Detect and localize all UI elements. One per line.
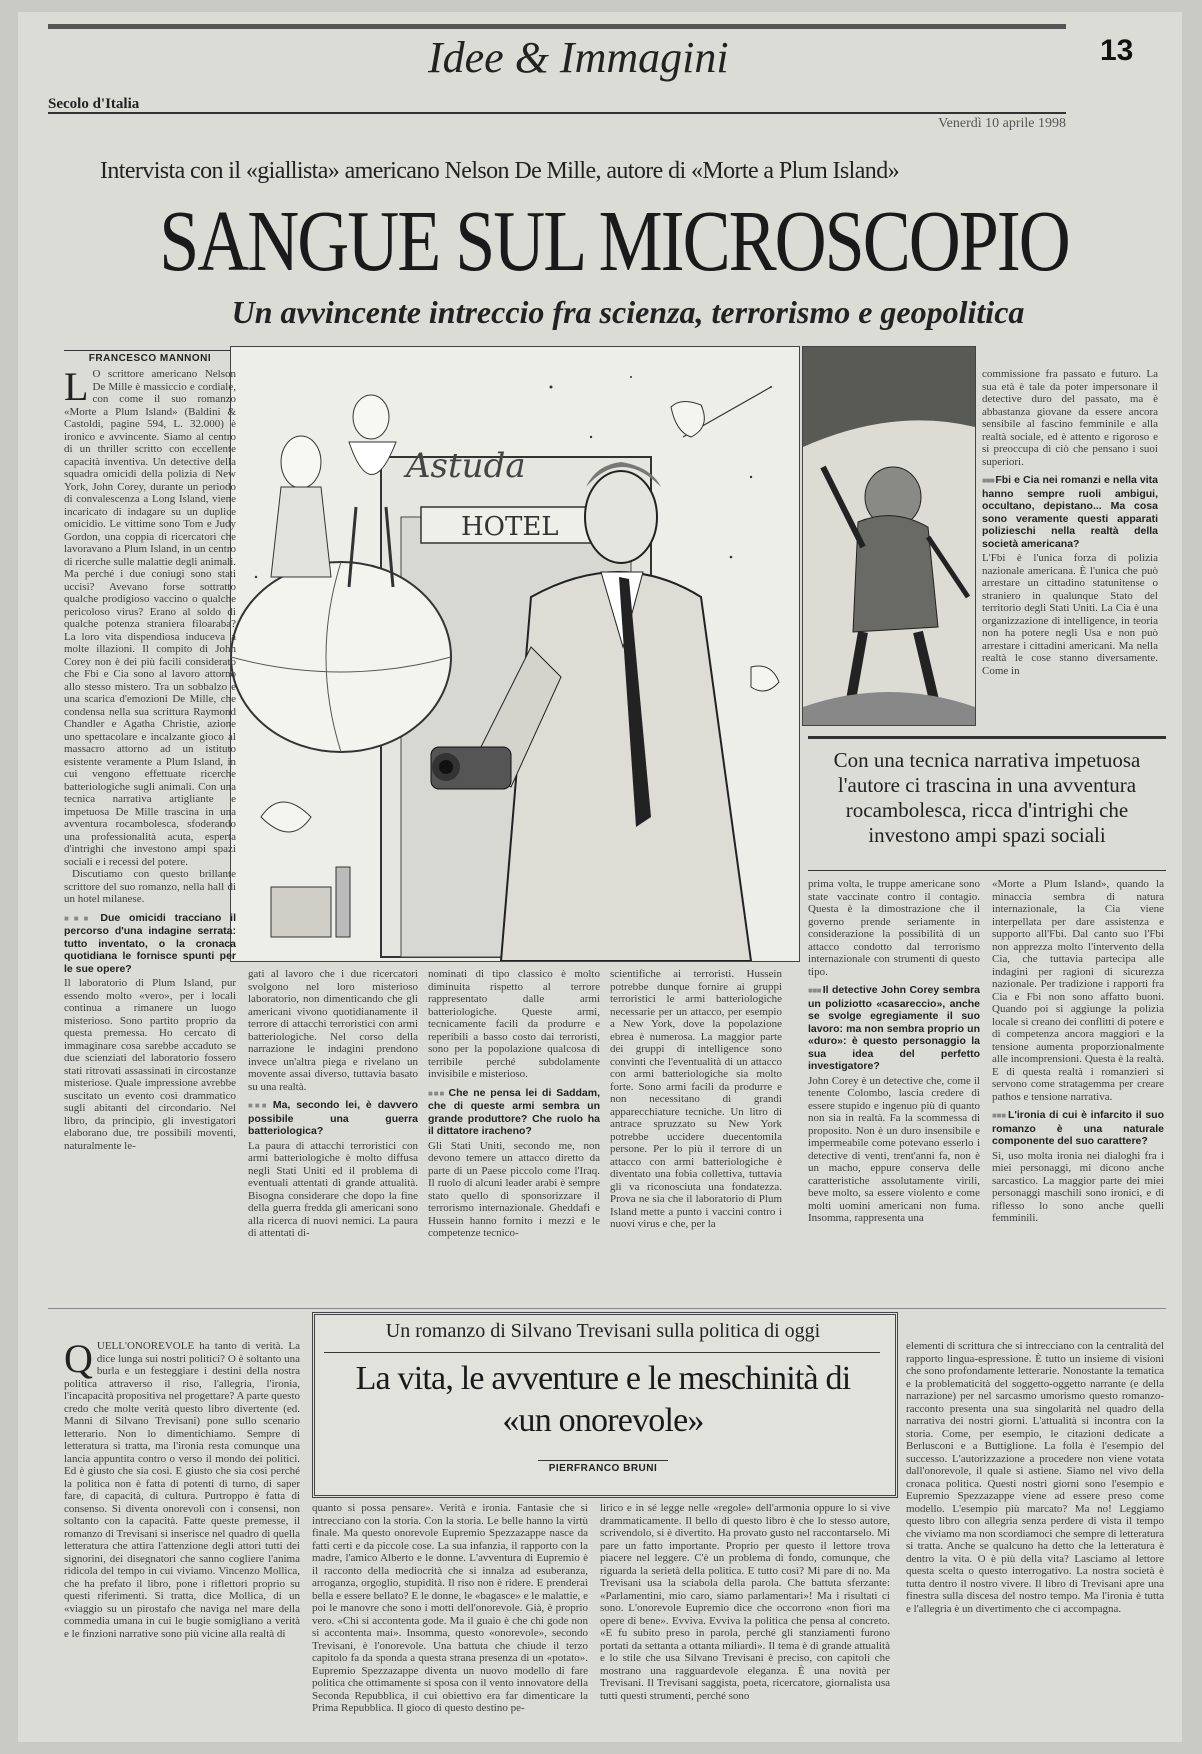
col1-intro-text: O scrittore americano Nelson De Mille è massiccio e cordiale, con come il suo romanzo «Morte a Plum Island» (Baldini & Castoldi, pagine 594, L. 32.000) è ironico e avvincente. Siamo al centro di un thriller scritto con eccellente capacità inventiva. Un detective della squadra omicidi della polizia di New York, John Corey, durante un periodo di convalescenza a Long Island, viene incaricato di indagare su un duplice omicidio. Le vittime sono Tom e Judy Gordon, una coppia di ricercatori che lavoravano a Plum Island, in un centro di ricerche sulle malattie degli animali. Ma perché i due coniugi sono stati uccisi? Avevano forse sottratto qualche prodigioso vaccino o qualche pericoloso virus? Erano al soldo di qualche potenza straniera filoaraba? La loro vita dispendiosa induceva a molte illazioni. Il compito di John Corey non è dei più facili considerato che Fbi e Cia sono al lavoro attorno allo stesso mistero. Tra un sobbalzo e una scarica d'emozioni De Mille, che condensa nella sua scrittura Raymond Chandler e Agatha Christie, azione uno spettacolare e incalzante gioco al massacro attorno ad un istituto esistente veramente a Plum Island, in cui vengono effettuate ricerche batteriologiche sugli animali. Con una tecnica narrativa artigliante e impetuosa De Mille trascina in una avventura rocambolesca, sfoderando una professionalità acuta, esperta d'intrighi che investono ampi spazi sociali e i recessi del potere. <box>64 368 236 868</box>
drop-cap: L <box>64 368 89 409</box>
article1-column-2 <box>248 968 418 1268</box>
barbarian-drawing <box>803 347 975 725</box>
article2-byline: PIERFRANCO BRUNI <box>538 1460 668 1474</box>
article2-kicker: Un romanzo di Silvano Trevisani sulla politica di oggi <box>385 1320 821 1342</box>
masthead-top-rule <box>48 24 1066 29</box>
col2-text: gati al lavoro che i due ricercatori svolgono nel loro misterioso laboratorio, non dimenticando che gli americani vivono quotidianamente il terrore di attacchi terroristici con armi batteriologiche. Nel corso della narrazione le indagini prendono invece un'altra piega e rivelano un movente assai diverso, tuttavia basato su una realtà. <box>248 968 418 1093</box>
newspaper-page <box>18 12 1182 1742</box>
hotel-sign-text: HOTEL <box>461 512 559 542</box>
article1-column-5-top <box>982 368 1158 728</box>
answer-6: Sì, uso molta ironia nei dialoghi fra i miei personaggi, mi dicono anche sarcastico. La maggior parte dei miei personaggi maschili sono ironici, e di riflesso lo sono anche quelli femminili. <box>992 1149 1164 1224</box>
answer-4: L'Fbi è l'unica forza di polizia nazionale americana. È l'unica che può arrestare un cittadino statunitense o straniero in qualunque Stato del territorio degli Stati Uniti. La Cia è una organizzazione di intelligence, in teoria non ha potere negli Usa e non può arrestare i cittadini americani. Ma nella realtà le cose stanno diversamente. Come in <box>982 552 1158 677</box>
article1-column-3 <box>428 968 600 1268</box>
article2-col1-text: UELL'ONOREVOLE ha tanto di verità. La dice lunga sui nostri politici? O è soltanto una burla e un festeggiare i destini della nostra politica attraverso il riso, l'allegria, l'ironia, l'incapacità propositiva nel progettare? A parte questo credo che molte verità questo libro divertente (ed. Manni di Silvano Trevisani) pone sullo scenario letterario. Non lo dimentichiamo. Sempre di letteratura si tratta, ma l'ironia resta comunque una lancia appuntita contro o verso il mondo dei politici. Ed è giusto che sia così. E giusto che sia così perché la politica non è fatta di potenti di turno, di saper fare, di capacità, di cultura. Purtroppo è fatta di consenso. Si diventa onorevoli con i consensi, non soltanto con la capacità. Fatte queste premesse, il romanzo di Trevisani si inserisce nel quadro di quella letteratura che attira l'attenzione degli attori tutti dei signorini, dei disegnatori che sanno cogliere l'anima ridicola del tempo in cui viviamo. Vincenzo Mollica, che ha prefato il libro, pone i riflettori proprio su questi riferimenti. Si tratta, dice Mollica, di un «viaggio su un pirostafo che naviga nel mare della commedia umana in cui le bugie somigliano a verità e le finzioni narrative sono più vicine alla realtà di <box>64 1340 300 1640</box>
article1-column-6 <box>992 878 1164 1268</box>
script-sign-text: Astuda <box>406 446 526 486</box>
article2-kicker-rule <box>324 1352 880 1353</box>
article2-col2-text: quanto si possa pensare». Verità e ironia. Fantasie che si intrecciano con la storia. Con la storia. Le belle hanno la virtù finale. Ma questo onorevole Eupremio Spezzazappe nasce da fatti certi e da piccole cose. La sua infanzia, il rapporto con la madre, l'amico Alberto e le donne. L'avventura di Eupremio è il racconto della mediocrità che si innalza ad esuberanza, arroganza, orgoglio, stupidità. Il riso non è ridere. E prenderai bella e essere bellato? E le donne, le «bagasce» e le malattie, e poi le manovre che sono i motti dell'onorevole. Già, è proprio vero. «Chi si accontenta gode. Ma il guaio è che chi gode non si accontenta mai». Insomma, questo «onorevole», secondo Trevisani, è l'onorevole. Una battuta che chiude il terzo capitolo fa da sponda a questa strana presenza di un «potato». Eupremio Spezzazappe diventa un nuovo modello di fare politica che ottimamente si sposa con il vento innovatore della Seconda Repubblica, il cui obiettivo era far dimenticare la Prima Repubblica. Il gioco di questo destino pe- <box>312 1502 588 1714</box>
answer-1: Il laboratorio di Plum Island, pur essendo molto «vero», per i locali continua a rimanere un luogo misterioso. Sono partito proprio da questa premessa. Ho cercato di immaginare cosa sarebbe accaduto se due scienziati del laboratorio fossero stati ritrovati assassinati in circostanze misteriose. Quale impressione avrebbe suscitato un evento così drammatico sugli abitanti del circondario. Nel libro, da principio, gli investigatori elaborano due, tre possibili moventi, naturalmente le- <box>64 977 236 1152</box>
article2-column-4 <box>906 1340 1164 1732</box>
article1-column-1 <box>64 368 236 1168</box>
detective-drawing <box>231 347 799 961</box>
article1-column-5-bottom <box>808 878 980 1268</box>
question-1: ■■■ Due omicidi tracciano il percorso d'una indagine serrata: tutto inventato, o la cronaca quotidiana le fornisce spunti per le sue opere? <box>64 912 236 976</box>
question-3: ■■■ Che ne pensa lei di Saddam, che di queste armi sembra un grande produttore? Che ruolo ha il dittatore iracheno? <box>428 1087 600 1138</box>
article2-column-2 <box>312 1502 588 1732</box>
article2-column-3 <box>600 1502 890 1732</box>
article1-column-4 <box>610 968 782 1268</box>
article1-subhead: Un avvincente intreccio fra scienza, terrorismo e geopolitica <box>231 294 1025 330</box>
article1-kicker: Intervista con il «giallista» americano Nelson De Mille, autore di «Morte a Plum Island» <box>100 158 899 184</box>
paper-name: Secolo d'Italia <box>48 96 140 112</box>
article2-headline: La vita, le avventure e le meschinità di «un onorevole» <box>355 1360 851 1439</box>
pullquote-rule-bottom <box>808 870 1166 871</box>
question-4: ■■■ Fbi e Cia nei romanzi e nella vita hanno sempre ruoli ambigui, occultano, depistano... Ma cosa sono veramente questi apparati polizieschi nella realtà della società americana? <box>982 474 1158 550</box>
page-number: 13 <box>1100 34 1134 67</box>
section-title: Idee & Immagini <box>428 33 729 82</box>
question-2: ■■■ Ma, secondo lei, è davvero possibile una guerra batteriologica? <box>248 1099 418 1138</box>
answer-3: Gli Stati Uniti, secondo me, non devono temere un attacco diretto da parte di un Paese piccolo come l'Iraq. Il ruolo di alcuni leader arabi è sempre stato quello di sponsorizzare il terrorismo internazionale. Gheddafi e Hussein hanno fornito i mezzi e le competenze tecnico- <box>428 1139 600 1239</box>
col5-bottom-text: prima volta, le truppe americane sono state vaccinate contro il contagio. Questa è la dimostrazione che il governo prende seriamente in considerazione la possibilità di un attacco condotto dal terrorismo internazionale con strumenti di questo tipo. <box>808 878 980 978</box>
byline-rule <box>64 350 236 351</box>
col3-text: nominati di tipo classico è molto diminuita rispetto al terrore rappresentato dalle armi batteriologiche. Queste armi, tecnicamente facili da produrre e reperibili a basso costo dai terroristi, sono per la popolazione qualcosa di terribile perché subdolamente invisibile e misterioso. <box>428 968 600 1080</box>
article2-column-1 <box>64 1340 300 1732</box>
col5-top-text: commissione fra passato e futuro. La sua età è tale da poter impersonare il detective duro del passato, ma è abbastanza giovane da essere ancora sensibile al fascino femminile e alla realtà sociale, ed è attento e rigoroso e si preoccupa di ciò che pensano i suoi superiori. <box>982 368 1158 468</box>
article1-byline: FRANCESCO MANNONI <box>88 353 212 364</box>
article2-col3-text: lirico e in sé legge nelle «regole» dell'armonia oppure lo si vive drammaticamente. Il bello di questo libro è che lo stesso autore, scrivendolo, si è divertito. Ha provato gusto nel raccontarselo. Mi pare un fatto importante. Proprio per questo il lettore trova piacere nel leggere. C'è un problema di fondo, comunque, che riguarda la serietà della politica. E tutto così? Mi pare di no. Ma Trevisani usa la sciabola della parola. Che battuta sferzante: «Parlamentini, mio caro, siamo parlamentari»! Ma i risultati ci sono. L'onorevole Eupremio dice che occorrono «non fiori ma opere di bene». Evviva. Evviva la politica che pensa al concreto. «E fu subito preso in parola, perché gli stanziamenti furono portati da settanta a ottanta miliardi». Il tema è di grande attualità e lo stile che usa Silvano Trevisani è preciso, con capitoli che mostrano una ragguardevole eleganza. È una novità per Trevisani. Il Trevisani saggista, poeta, ricercatore, giornalista usa tutti questi strumenti, perché sono <box>600 1502 890 1702</box>
article2-drop-cap: Q <box>64 1340 93 1381</box>
detective-illustration <box>230 346 800 962</box>
masthead-rule <box>48 112 1066 114</box>
barbarian-illustration <box>802 346 976 726</box>
col1-outro-text: Discutiamo con questo brillante scrittore del suo romanzo, nella hall di un hotel milanese. <box>64 868 236 905</box>
pull-quote: Con una tecnica narrativa impetuosa l'autore ci trascina in una avventura rocambolesca, ricca d'intrighi che investono ampi spazi sociali <box>833 748 1141 847</box>
answer-2: La paura di attacchi terroristici con armi batteriologiche è molto diffusa negli Stati Uniti ed il problema di eventuali attentati di grande attualità. Bisogna considerare che dopo la fine della guerra fredda gli americani sono alla ricerca di nuovi nemici. La paura di attentati di- <box>248 1139 418 1239</box>
question-6: ■■■ L'ironia di cui è infarcito il suo romanzo è una naturale componente del suo carattere? <box>992 1109 1164 1148</box>
article2-col4-text: elementi di scrittura che si intrecciano con la centralità del rapporto lingua-espressione. È tutto un insieme di visioni che sono profondamente letterarie. Nonostante la tematica e la problematicità del soggetto-oggetto narrante (e della narrazione) per nel sarcasmo umorismo questo romanzo-racconto presenta una sua singolarità nel quadro della narrativa dei nostri giorni. L'attualità si incontra con la storia. Come, per esempio, le citazioni dedicate a Berlusconi e a Buttiglione. La folla è l'esempio del successo. L'autorizzazione a procedere non viene votata dall'onorevole, il quale si astiene. Siamo nel vivo della cronaca politica. Questi nostri giorni sono l'esempio e Eupremio Spezzazappe viene ad essere preso come modello. L'esempio più marcato? Ma no! Leggiamo questo libro con allegria senza perdere di vista il tempo che viviamo ma non scordiamoci che sempre di letteratura si tratta. Anche se qualcuno ha detto che la letteratura è dentro la vita. O è più della vita? Lasciamo al lettore questa scelta o questo interrogativo. La nostra società è tutta dentro il nostro vivere. Il libro di Trevisani apre una finestra sulla discesa del nostro tempo. Ma l'ironia è tutta e l'allegria è un divertimento che ci accompagna. <box>906 1340 1164 1615</box>
pullquote-rule-top <box>808 736 1166 739</box>
col6-top-text: «Morte a Plum Island», quando la minaccia sembra di natura internazionale, la Cia viene interpellata per dare assistenza e supporto all'Fbi. Dal canto suo l'Fbi non apprezza molto l'intervento della Cia, che tuttavia partecipa alle indagini per ragioni di sicurezza nazionale. Per tradizione i rapporti fra Cia e Fbi non sono affatto buoni. Quando poi si aggiunge la polizia locale si creano dei conflitti di potere e di competenza ancora maggiori e la tensione aumenta proporzionalmente alle incomprensioni. Questa è la realtà. E di questa realtà i romanzieri si servono come stratagemma per creare pathos e tensione narrativa. <box>992 878 1164 1103</box>
article1-headline: SANGUE SUL MICROSCOPIO <box>159 193 1069 290</box>
answer-5: John Corey è un detective che, come il tenente Colombo, lascia credere di essere stupido e ingenuo più di quanto non sia in realtà. Fa la scommessa di proposito. Non è un duro insensibile e impermeabile come potevano esserlo i detective di venti, trent'anni fa, non è un macho, eppure conserva delle caratteristiche assolutamente virili, beve molto, sa essere violento e come molti uomini americani non fuma. Insomma, rappresenta una <box>808 1074 980 1224</box>
col4-text: scientifiche ai terroristi. Hussein potrebbe dunque fornire ai gruppi terroristici le armi batteriologiche necessarie per un attacco, per esempio a New York, dove la popolazione ebrea è numerosa. La maggior parte dei gruppi di intelligence sono convinti che l'eventualità di un attacco con armi batteriologiche sia molto forte. Sono armi facili da produrre e non necessitano di grandi apparecchiature tecniche. Un litro di antrace spruzzato su New York potrebbe uccidere duecentomila persone. Per lo più il terrore di un attacco con armi batteriologiche è diventato una fobia collettiva, tuttavia gli va riconosciuta una fondatezza. Prova ne sia che il laboratorio di Plum Island mette a punto i vaccini contro i nuovi virus e che, per la <box>610 968 782 1230</box>
question-5: ■■■ Il detective John Corey sembra un poliziotto «casareccio», anche se svolge egregiamente il suo lavoro: ma non sembra proprio un «duro»: è questo personaggio la sua idea del perfetto investigatore? <box>808 984 980 1073</box>
article-separator <box>48 1308 1166 1309</box>
issue-date: Venerdì 10 aprile 1998 <box>938 116 1066 131</box>
